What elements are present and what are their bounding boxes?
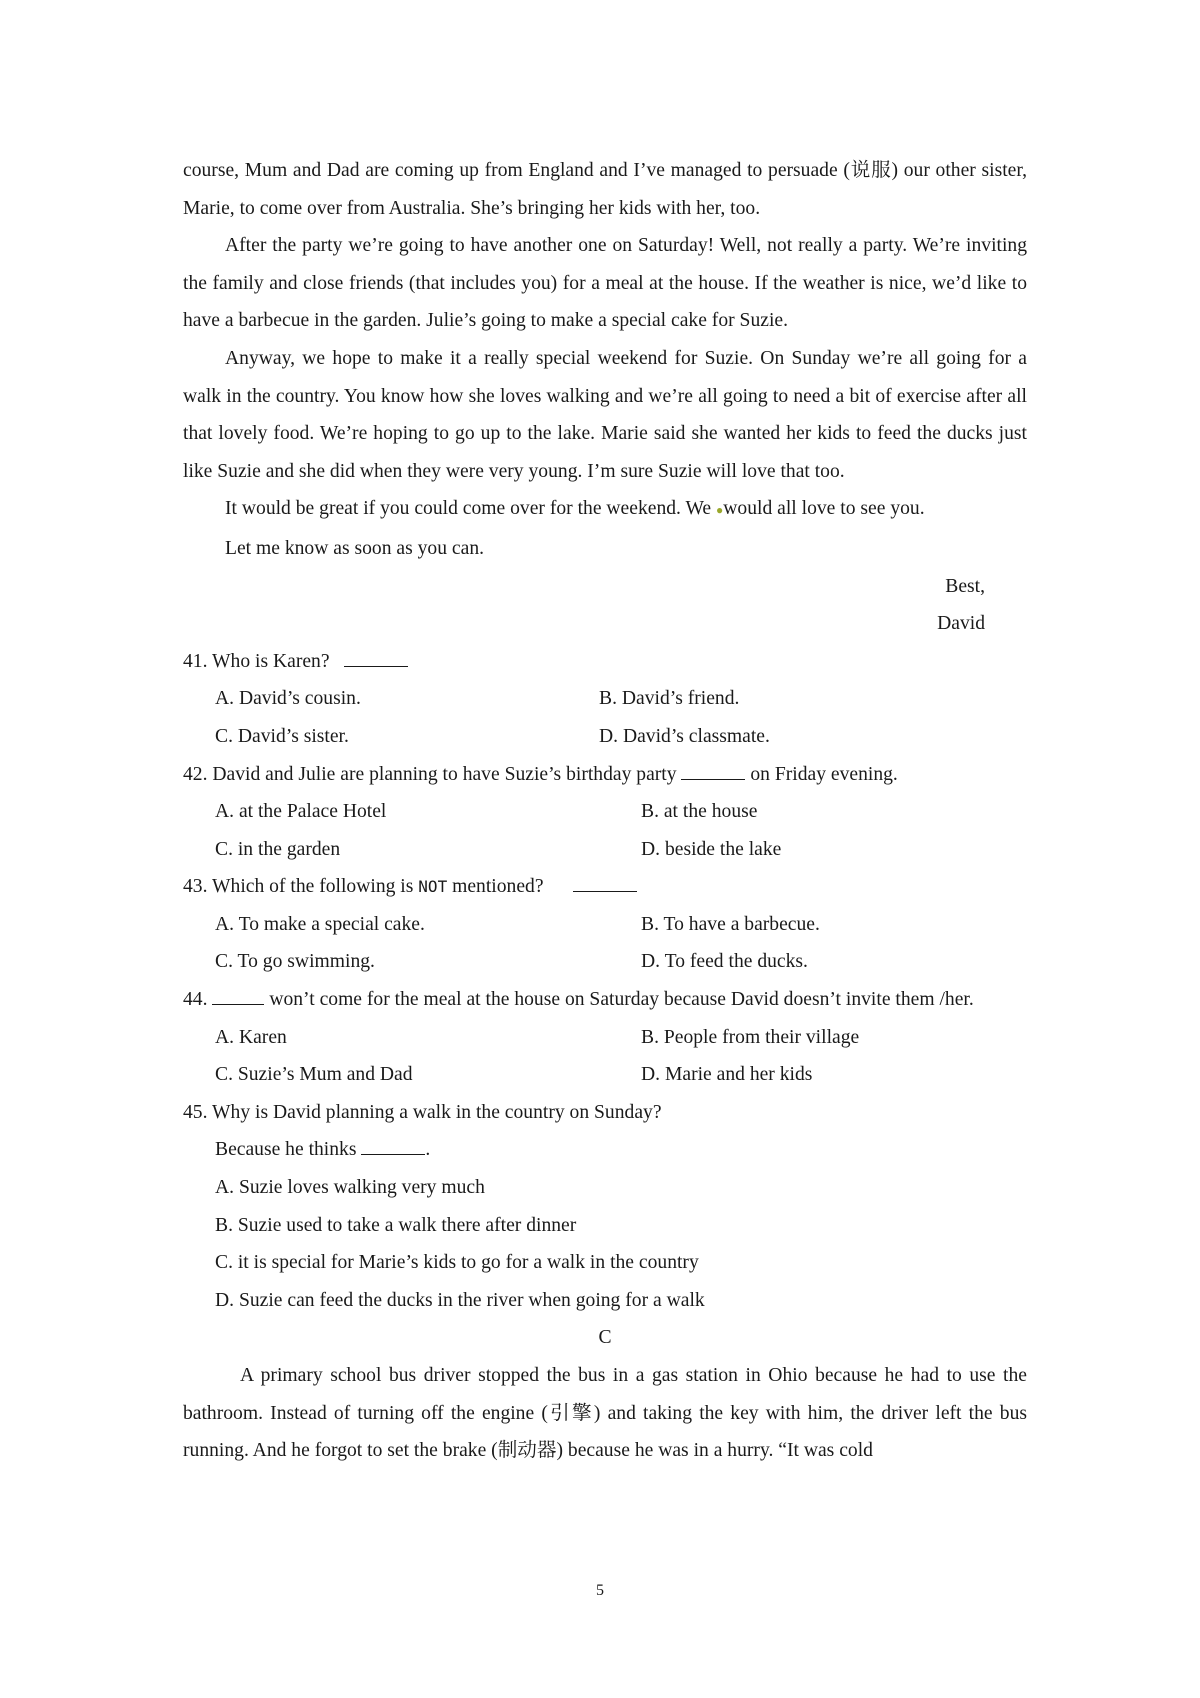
section-heading: C (598, 1327, 612, 1349)
option-b: B. People from their village (641, 1026, 860, 1048)
option-d: D. To feed the ducks. (641, 951, 808, 973)
question-stem: 42. David and Julie are planning to have Suzie’s birthday party (183, 763, 677, 785)
option-a: A. Suzie loves walking very much (215, 1177, 485, 1199)
section-c-paragraph: A primary school bus driver stopped the bus in a gas station in Ohio because he had to use the bathroom. Instead of turning off the engine (引擎) and taking the key with him, the driver left the bus running. And he forgot to set the brake (制动器) because he was in a hurry. “It was cold (183, 1365, 1027, 1462)
option-a: A. To make a special cake. (215, 913, 425, 935)
options-row (183, 680, 1027, 718)
option-a: A. Karen (215, 1026, 287, 1048)
letter-paragraph: course, Mum and Dad are coming up from England and I’ve managed to persuade (说服) our other sister, Marie, to come over from Australia. She’s bringing her kids with her, too. (183, 160, 1027, 219)
option-c: C. it is special for Marie’s kids to go for a walk in the country (215, 1252, 699, 1274)
options-row (183, 718, 1027, 756)
options-row (183, 1019, 1027, 1057)
question-stem-end: . (425, 1139, 431, 1161)
options-row (183, 906, 1027, 944)
stray-dot: ● (716, 503, 724, 518)
answer-blank (573, 871, 637, 892)
answer-blank (361, 1134, 425, 1155)
option-c: C. in the garden (215, 838, 341, 860)
answer-blank (212, 984, 264, 1005)
option-a: A. at the Palace Hotel (215, 801, 387, 823)
question-43 (183, 868, 1027, 906)
letter-text: would all love to see you. (723, 498, 925, 520)
letter-paragraph: Anyway, we hope to make it a really special weekend for Suzie. On Sunday we’re all going for a walk in the country. You know how she loves walking and we’re all going to need a bit of exercise after all that lovely food. We’re hoping to go up to the lake. Marie said she wanted her kids to feed the ducks just like Suzie and she did when they were very young. I’m sure Suzie will love that too. (183, 347, 1027, 482)
option-d: D. David’s classmate. (599, 725, 770, 747)
question-41 (183, 643, 1027, 681)
page-content (183, 152, 1027, 1470)
question-stem-end: on Friday evening. (750, 763, 898, 785)
question-42 (183, 756, 1027, 794)
question-45-sub (183, 1131, 1027, 1169)
option-c: C. Suzie’s Mum and Dad (215, 1064, 413, 1086)
option-c: C. To go swimming. (215, 951, 375, 973)
letter-text: It would be great if you could come over for the weekend. We (225, 498, 712, 520)
page-number: 5 (596, 1582, 604, 1599)
option-d: D. Suzie can feed the ducks in the river when going for a walk (215, 1289, 705, 1311)
option-b: B. To have a barbecue. (641, 913, 820, 935)
option-b: B. David’s friend. (599, 688, 740, 710)
letter-paragraph (183, 490, 1027, 530)
question-emphasis: NOT (418, 877, 448, 897)
option-a: A. David’s cousin. (215, 688, 361, 710)
letter-signature: David (937, 613, 985, 635)
option-b: B. Suzie used to take a walk there after dinner (215, 1214, 577, 1236)
question-stem-end: mentioned? (452, 876, 544, 898)
question-number: 44. (183, 989, 208, 1011)
question-45: 45. Why is David planning a walk in the country on Sunday? (183, 1101, 662, 1123)
letter-paragraph: After the party we’re going to have another one on Saturday! Well, not really a party. We’re inviting the family and close friends (that includes you) for a meal at the house. If the weather is nice, we’d like to have a barbecue in the garden. Julie’s going to make a special cake for Suzie. (183, 235, 1027, 332)
question-stem: won’t come for the meal at the house on Saturday because David doesn’t invite them /her. (269, 989, 974, 1011)
answer-blank (681, 759, 745, 780)
question-stem: Because he thinks (215, 1139, 357, 1161)
option-c: C. David’s sister. (215, 725, 349, 747)
question-stem: 43. Which of the following is (183, 876, 414, 898)
option-d: D. Marie and her kids (641, 1064, 813, 1086)
options-row (183, 831, 1027, 869)
option-b: B. at the house (641, 801, 758, 823)
options-row (183, 1056, 1027, 1094)
answer-blank (344, 646, 408, 667)
option-d: D. beside the lake (641, 838, 782, 860)
options-row (183, 793, 1027, 831)
letter-closing: Best, (945, 575, 985, 597)
options-row (183, 943, 1027, 981)
question-44 (183, 981, 1027, 1019)
letter-paragraph: Let me know as soon as you can. (225, 537, 485, 559)
question-stem: 41. Who is Karen? (183, 650, 330, 672)
